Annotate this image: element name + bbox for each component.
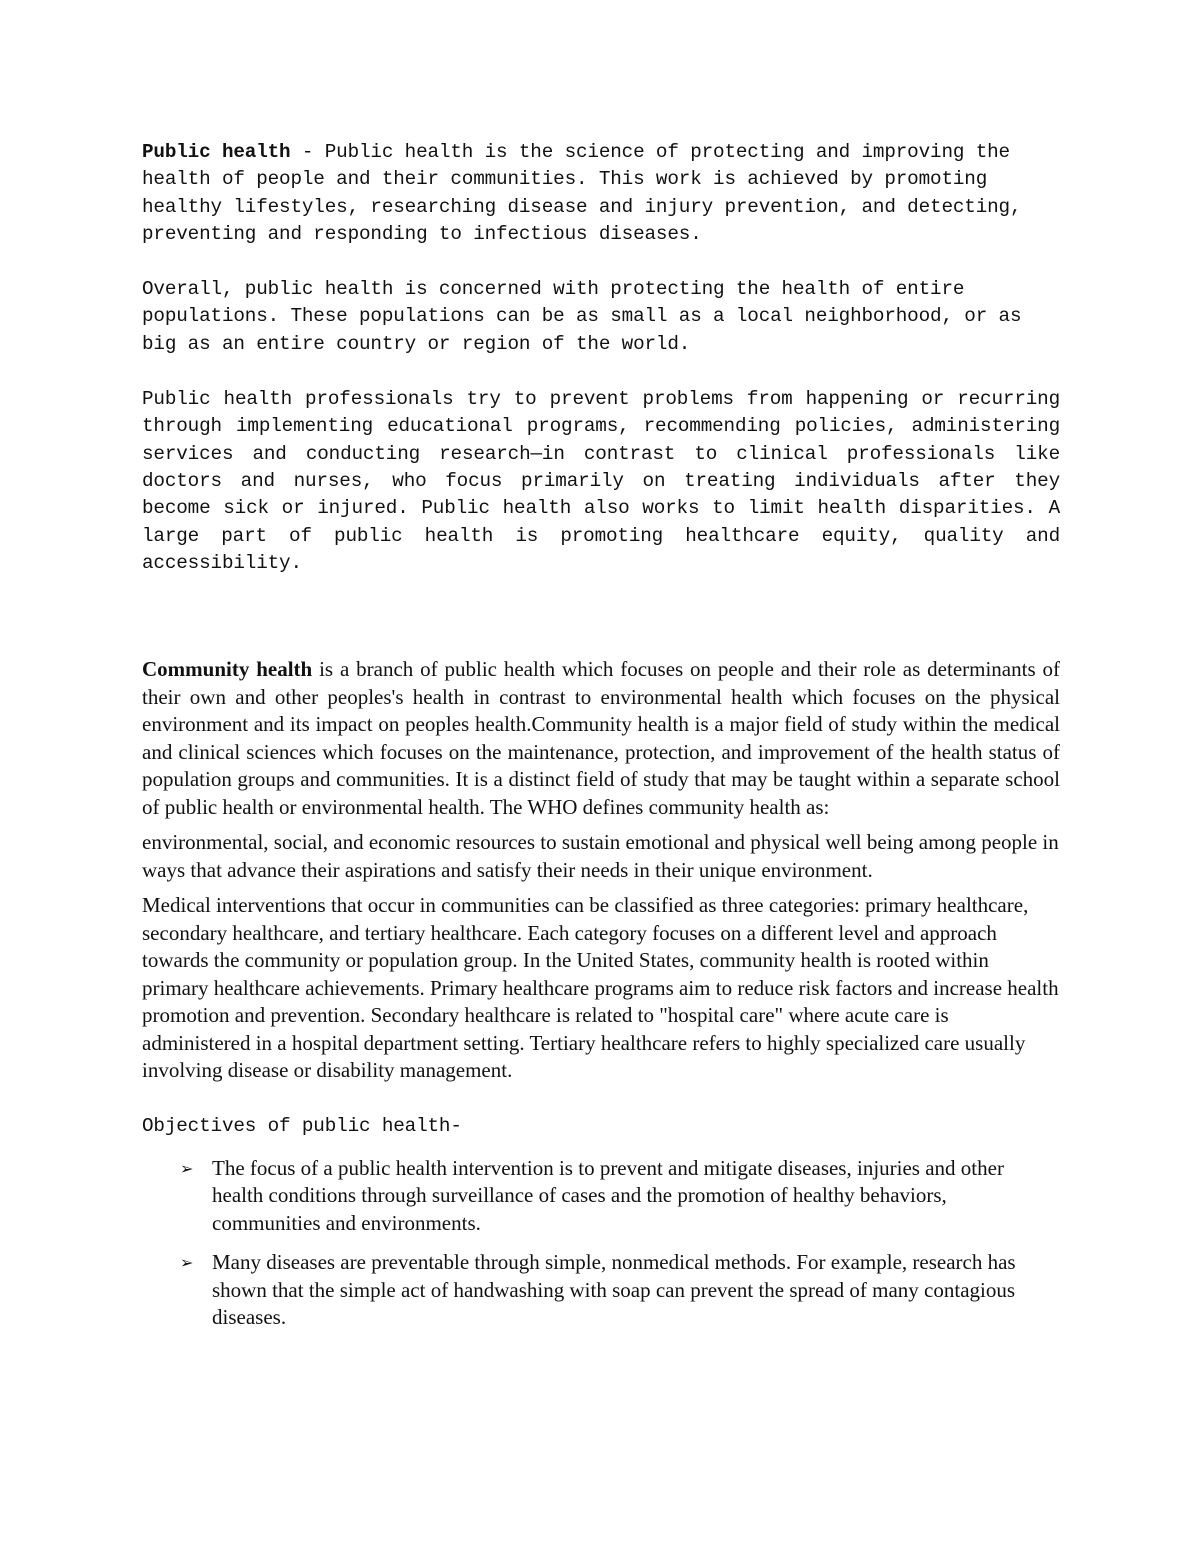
list-item [142, 1155, 1060, 1238]
arrow-bullet-icon: ➢ [180, 1253, 194, 1273]
community-health-term: Community health [142, 657, 313, 682]
who-definition-paragraph: environmental, social, and economic resources to sustain emotional and physical well being among people in ways that advance their aspirations and satisfy their needs in their unique environment. [142, 830, 1059, 882]
public-health-definition: - Public health is the science of protecting and improving the health of people and their communities. This work is achieved by promoting healthy lifestyles, researching disease and injury prevention, and detecting, preventing and responding to infectious diseases. [142, 141, 1022, 245]
community-health-definition: is a branch of public health which focuses on people and their role as determinants of their own and other peoples's health in contrast to environmental health which focuses on the physical environment and its impact on peoples health.Community health is a major field of study within the medical and clinical sciences which focuses on the maintenance, protection, and improvement of the health status of population groups and communities. It is a distinct field of study that may be taught within a separate school of public health or environmental health. The WHO defines community health as: [142, 657, 1060, 819]
interventions-paragraph: Medical interventions that occur in communities can be classified as three categories: primary healthcare, secondary healthcare, and tertiary healthcare. Each category focuses on a different level and approach towards the community or population group. In the United States, community health is rooted within primary healthcare achievements. Primary healthcare programs aim to reduce risk factors and increase health promotion and prevention. Secondary healthcare is related to "hospital care" where acute care is administered in a hospital department setting. Tertiary healthcare refers to highly specialized care usually involving disease or disability management. [142, 893, 1059, 1083]
list-item [142, 1249, 1060, 1332]
public-health-paragraph [142, 139, 1060, 248]
arrow-bullet-icon: ➢ [180, 1158, 194, 1178]
objectives-heading: Objectives of public health- [142, 1114, 462, 1137]
professionals-paragraph: Public health professionals try to prevent problems from happening or recurring through implementing educational programs, recommending policies, administering services and conducting research—in contrast to clinical professionals like doctors and nurses, who focus primarily on treating individuals after they become sick or injured. Public health also works to limit health disparities. A large part of public health is promoting healthcare equity, quality and accessibility. [142, 388, 1060, 574]
objective-text: Many diseases are preventable through simple, nonmedical methods. For example, research has shown that the simple act of handwashing with soap can prevent the spread of many contagious diseases. [212, 1250, 1016, 1330]
overall-paragraph: Overall, public health is concerned with protecting the health of entire populations. These populations can be as small as a local neighborhood, or as big as an entire country or region of the world. [142, 278, 1022, 355]
public-health-term: Public health [142, 141, 291, 163]
document-body [142, 139, 1060, 1344]
objective-text: The focus of a public health intervention is to prevent and mitigate diseases, injuries and other health conditions through surveillance of cases and the promotion of healthy behaviors, communities and environments. [212, 1155, 1004, 1235]
community-health-paragraph [142, 656, 1060, 821]
objectives-list [142, 1155, 1060, 1332]
